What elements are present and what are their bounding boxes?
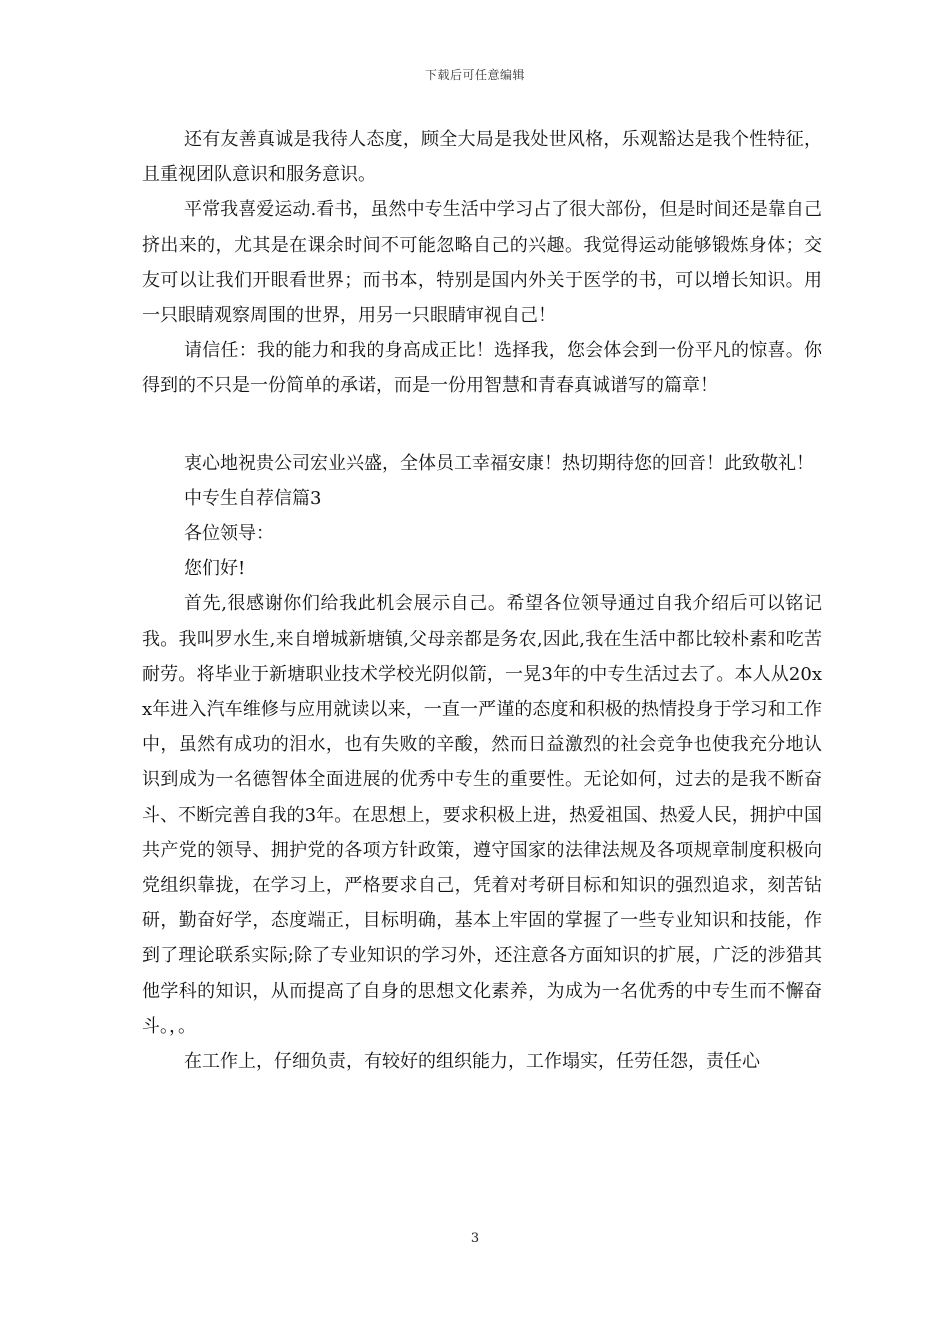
section-title: 中专生自荐信篇3 [184,487,322,509]
paragraph-personality: 还有友善真诚是我待人态度，顾全大局是我处世风格，乐观豁达是我个性特征，且重视团队意识和服务意识。 [142,129,822,186]
paragraph-introduction: 首先,很感谢你们给我此机会展示自己。希望各位领导通过自我介绍后可以铭记我。我叫罗水生,来自增城新塘镇,父母亲都是务农,因此,我在生活中都比较朴素和吃苦耐劳。将毕业于新塘职业技术学校光阴似箭，一晃3年的中专生活过去了。本人从20xx年进入汽车维修与应用就读以来，一直一严谨的态度和积极的热情投身于学习和工作中，虽然有成功的泪水，也有失败的辛酸，然而日益激烈的社会竞争也使我充分地认识到成为一名德智体全面进展的优秀中专生的重要性。无论如何，过去的是我不断奋斗、不断完善自我的3年。在思想上，要求积极上进，热爱祖国、热爱人民，拥护中国共产党的领导、拥护党的各项方针政策，遵守国家的法律法规及各项规章制度积极向党组织靠拢，在学习上，严格要求自己，凭着对考研目标和知识的强烈追求，刻苦钻研，勤奋好学，态度端正，目标明确，基本上牢固的掌握了一些专业知识和技能，作到了理论联系实际;除了专业知识的学习外，还注意各方面知识的扩展，广泛的涉猎其他学科的知识，从而提高了自身的思想文化素养，为成为一名优秀的中专生而不懈奋斗。，。 [142,593,822,1037]
page-header: 下载后可任意编辑 [424,68,525,82]
salutation: 各位领导： [184,523,274,545]
paragraph-gap [142,404,822,446]
document-body [142,122,822,1079]
page-number: 3 [470,1231,480,1246]
paragraph-closing: 衷心地祝贵公司宏业兴盛，全体员工幸福安康！热切期待您的回音！此致敬礼！ [184,452,814,474]
greeting: 您们好! [184,558,246,580]
paragraph-hobbies: 平常我喜爱运动.看书，虽然中专生活中学习占了很大部份，但是时间还是靠自己挤出来的，尤其是在课余时间不可能忽略自己的兴趣。我觉得运动能够锻炼身体；交友可以让我们开眼看世界；而书本，特别是国内外关于医学的书，可以增长知识。用一只眼睛观察周围的世界，用另一只眼睛审视自己！ [142,199,822,327]
paragraph-trust: 请信任：我的能力和我的身高成正比！选择我，您会体会到一份平凡的惊喜。你得到的不只是一份简单的承诺，而是一份用智慧和青春真诚谱写的篇章！ [142,340,822,397]
paragraph-work: 在工作上，仔细负责，有较好的组织能力，工作塌实，任劳任怨，责任心 [184,1051,760,1073]
